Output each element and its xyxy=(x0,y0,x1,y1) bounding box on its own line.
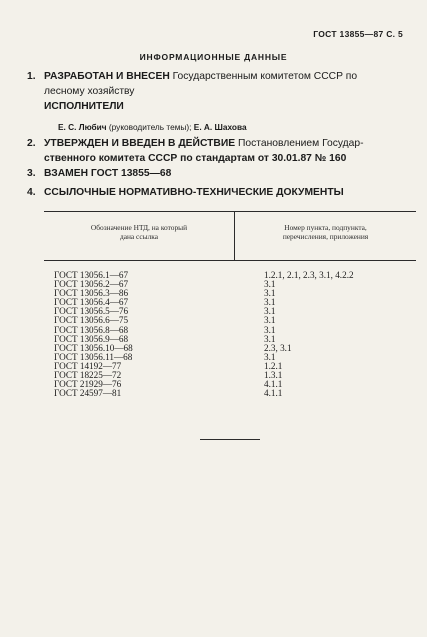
item-3 xyxy=(27,167,414,182)
item-4 xyxy=(27,186,414,201)
table-header-document: Обозначение НТД, на который дана ссылка xyxy=(90,223,188,241)
item-2-number: 2. xyxy=(27,138,36,149)
executors-heading xyxy=(44,100,414,115)
table-cell-ref: 1.2.1, 2.1, 2.3, 3.1, 4.2.2 xyxy=(264,270,354,280)
table-column-documents xyxy=(54,271,133,398)
table-cell-ref: 3.1 xyxy=(264,315,276,326)
page-header: ГОСТ 13855—87 С. 5 xyxy=(313,29,403,39)
item-3-number: 3. xyxy=(27,168,36,179)
executors-list xyxy=(58,122,247,132)
table-cell-ref: 3.1 xyxy=(264,351,276,362)
table-top-rule xyxy=(44,211,416,212)
table-cell-ref: 4.1.1 xyxy=(264,379,283,390)
table-cell-doc: ГОСТ 13056.8—68 xyxy=(54,324,129,335)
item-1-text-line1: Государственным комитетом СССР по xyxy=(169,71,358,82)
table-cell-ref: 1.3.1 xyxy=(264,370,283,381)
table-cell-doc: ГОСТ 13056.4—67 xyxy=(54,297,129,308)
table-cell-ref: 1.2.1 xyxy=(264,360,283,371)
table-cell-doc: ГОСТ 13056.1—67 xyxy=(54,270,129,280)
item-1-bold: РАЗРАБОТАН И ВНЕСЕН xyxy=(44,71,170,82)
table-cell-doc: ГОСТ 13056.3—86 xyxy=(54,288,129,299)
table-column-clauses xyxy=(264,271,354,398)
table-cell-ref: 3.1 xyxy=(264,288,276,299)
item-2-text-line2: ственного комитета СССР по стандартам от 30.01.87 № 160 xyxy=(44,152,347,164)
table-cell-ref: 4.1.1 xyxy=(264,388,283,399)
item-3-bold: ВЗАМЕН ГОСТ 13855—68 xyxy=(44,168,172,179)
table-header-rule xyxy=(44,260,416,261)
person1-name: Е. С. Любич xyxy=(58,122,107,132)
table-cell-ref: 3.1 xyxy=(264,324,276,335)
item-1 xyxy=(27,70,414,99)
item-4-bold: ССЫЛОЧНЫЕ НОРМАТИВНО-ТЕХНИЧЕСКИЕ ДОКУМЕНТЫ xyxy=(44,187,344,198)
table-cell-doc: ГОСТ 21929—76 xyxy=(54,379,122,390)
person1-role: (руководитель темы); xyxy=(106,122,194,132)
item-1-text-line2: лесному хозяйству xyxy=(44,85,135,97)
table-cell-doc: ГОСТ 13056.6—75 xyxy=(54,315,129,326)
table-cell-doc: ГОСТ 13056.9—68 xyxy=(54,333,129,344)
table-cell-ref: 3.1 xyxy=(264,306,276,317)
table-cell-doc: ГОСТ 14192—77 xyxy=(54,360,122,371)
end-rule xyxy=(200,439,260,440)
item-2 xyxy=(27,137,414,166)
item-4-number: 4. xyxy=(27,187,36,198)
reference-table xyxy=(44,211,416,408)
person2-name: Е. А. Шахова xyxy=(193,122,247,132)
table-cell-doc: ГОСТ 13056.2—67 xyxy=(54,279,129,290)
item-2-text-line1: Постановлением Государ- xyxy=(235,138,364,149)
item-1-number: 1. xyxy=(27,71,36,82)
executors-subheading: ИСПОЛНИТЕЛИ xyxy=(44,101,124,112)
table-cell-doc: ГОСТ 13056.5—76 xyxy=(54,306,129,317)
table-cell-ref: 3.1 xyxy=(264,279,276,290)
table-cell-doc: ГОСТ 24597—81 xyxy=(54,388,122,399)
section-title: ИНФОРМАЦИОННЫЕ ДАННЫЕ xyxy=(139,52,288,62)
table-cell-ref: 2.3, 3.1 xyxy=(264,342,292,353)
item-2-bold: УТВЕРЖДЕН И ВВЕДЕН В ДЕЙСТВИЕ xyxy=(44,138,236,149)
table-header-clause: Номер пункта, подпункта, перечисления, приложения xyxy=(282,223,369,241)
table-cell-doc: ГОСТ 13056.11—68 xyxy=(54,351,133,362)
table-cell-doc: ГОСТ 13056.10—68 xyxy=(54,342,133,353)
table-cell-doc: ГОСТ 18225—72 xyxy=(54,370,122,381)
table-cell-ref: 3.1 xyxy=(264,333,276,344)
table-cell-ref: 3.1 xyxy=(264,297,276,308)
